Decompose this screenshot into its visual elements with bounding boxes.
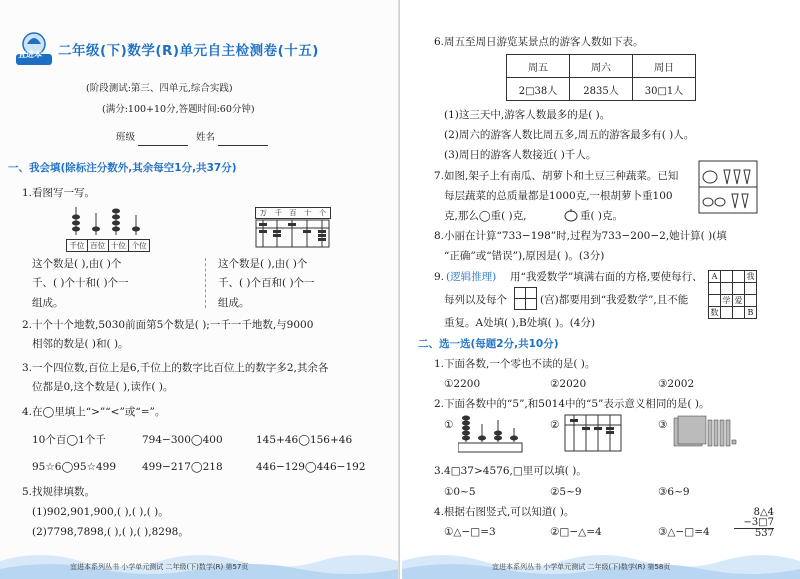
class-label: 班级 <box>116 132 136 143</box>
table-header-cell: 周五 <box>507 55 570 78</box>
abacus-1 <box>66 205 150 250</box>
q8-line1: 8.小丽在计算“733−198”时,过程为733−200−2,她计算( )(填 <box>434 230 727 242</box>
divider <box>205 258 206 308</box>
s3-text: 3.4□37>4576,□里可以填( )。 <box>434 465 587 477</box>
s4-text: 4.根据右图竖式,可以知道( )。 <box>434 506 575 518</box>
table-header-cell: 周日 <box>633 55 696 78</box>
abacus2-label: 十 <box>304 209 312 217</box>
q8-line2: “正确”或“错误”),原因是( )。(3分) <box>444 250 605 262</box>
s4-option: ②□−△=4 <box>550 526 602 538</box>
q9-line2: 每列以及每个 <box>444 294 507 306</box>
vsum-line: 537 <box>754 528 774 539</box>
abacus1-label: 十位 <box>109 240 130 251</box>
q6-1: (1)这三天中,游客人数最多的是( )。 <box>444 109 611 121</box>
q4-item: 446−129◯446−192 <box>256 461 366 473</box>
exam-title: 二年级(下)数学(R)单元自主检测卷(十五) <box>58 43 319 59</box>
grid-cell <box>721 283 733 295</box>
q6-3: (3)周日的游客人数接近( )千人。 <box>444 149 597 161</box>
grid-cell <box>745 283 757 295</box>
vegetable-shelf-illustration <box>698 160 760 215</box>
q3-line1: 3.一个四位数,百位上是6,千位上的数字比百位上的数字多2,其余各 <box>22 362 329 374</box>
section1-heading: 一、我会填(除标注分数外,其余每空1分,共37分) <box>8 162 237 174</box>
grid-cell <box>721 307 733 319</box>
name-label: 姓名 <box>196 132 216 143</box>
q4-item: 95☆6◯95☆499 <box>32 461 117 473</box>
s1-text: 1.下面各数,一个零也不读的是( )。 <box>434 358 596 370</box>
s4-option: ③△−□=4 <box>658 526 710 538</box>
page-footer: 宜进本系列丛书 小学单元测试 二年级(下)数学(R) 第58页 <box>492 563 671 571</box>
s1-option: ①2200 <box>444 378 481 390</box>
class-field[interactable] <box>138 145 188 146</box>
grid-cell <box>733 283 745 295</box>
vsum-line: −3□7 <box>734 518 774 529</box>
q5-2: (2)7798,7898,( ),( ),( ),8298。 <box>32 526 189 538</box>
q9-line1: 用“我爱数学”填满右面的方格,要使每行、 <box>510 271 703 283</box>
pumpkin-icon <box>564 208 578 222</box>
q4-item: 10个百◯1个千 <box>32 434 106 446</box>
q3-line2: 位都是0,这个数是( ),读作( )。 <box>32 381 174 393</box>
s3-option: ③6~9 <box>658 486 690 498</box>
s1-option: ③2002 <box>658 378 695 390</box>
q1-a-line2: 千、( )个十和( )个一 <box>32 277 129 289</box>
s3-option: ①0~5 <box>444 486 476 498</box>
q2-line1: 2.十个十个地数,5030前面第5个数是( );一千一千地数,与9000 <box>22 319 314 331</box>
abacus2-label: 万 <box>259 209 267 217</box>
q1-b-line1: 这个数是( ),由( )个 <box>218 258 308 270</box>
q9-line3: 重复。A处填( ),B处填( )。(4分) <box>444 317 596 329</box>
abacus-option-1 <box>458 414 528 454</box>
s1-option: ②2020 <box>550 378 587 390</box>
q1-b-line3: 组成。 <box>218 297 250 309</box>
grid-cell <box>733 271 745 283</box>
q6-text: 6.周五至周日游览某景点的游客人数如下表。 <box>434 36 644 48</box>
grid-cell: B <box>745 307 757 319</box>
abacus1-label: 千位 <box>67 240 88 251</box>
q5-text: 5.找规律填数。 <box>22 486 96 498</box>
abacus-1-drawing <box>66 205 150 235</box>
grid-cell: 数 <box>710 307 719 317</box>
grid-cell <box>709 295 721 307</box>
q4-text: 4.在◯里填上“>”“<”或“=”。 <box>22 406 166 418</box>
stage-note: (阶段测试:第三、四单元,综合实践) <box>86 83 233 94</box>
q9-tag: (逻辑推理) <box>446 271 497 283</box>
grid-cell: A <box>709 271 721 283</box>
q1-text: 1.看图写一写。 <box>22 187 96 199</box>
logo-text: 宜进本 <box>18 49 42 59</box>
section2-heading: 二、选一选(每题2分,共10分) <box>418 338 559 350</box>
q9-number: 9. <box>434 271 445 283</box>
table-row <box>507 78 696 101</box>
abacus-2 <box>255 207 331 252</box>
q7-line3b: 重( )克。 <box>580 210 624 222</box>
s4-option: ①△−□=3 <box>444 526 496 538</box>
grid-cell <box>733 307 745 319</box>
abacus-2-drawing <box>255 219 331 249</box>
q7-line2: 每层蔬菜的总质量都是1000克,一根胡萝卜重100 <box>444 190 673 202</box>
grid-cell: 爱 <box>734 295 743 305</box>
cube-blocks-illustration <box>672 414 742 454</box>
grid-cell <box>745 295 757 307</box>
abacus-option-2 <box>564 414 624 454</box>
q4-item: 145+46◯156+46 <box>256 434 353 446</box>
q7-line1: 7.如图,架子上有南瓜、胡萝卜和土豆三种蔬菜。已知 <box>434 170 679 182</box>
s2-option: ③ <box>658 419 668 431</box>
table-cell: 2□38人 <box>507 78 570 101</box>
table-cell: 2835人 <box>570 78 633 101</box>
right-page <box>400 0 800 579</box>
page-footer: 宜进本系列丛书 小学单元测试 二年级(下)数学(R) 第57页 <box>70 563 249 571</box>
s2-option: ① <box>444 419 454 431</box>
score-note: (满分:100+10分,答题时间:60分钟) <box>102 104 255 115</box>
abacus2-label: 个 <box>319 209 327 217</box>
abacus1-label: 百位 <box>88 240 109 251</box>
q9-line2b: (宫)都要用到“我爱数学”,且不能 <box>540 294 689 306</box>
s3-option: ②5~9 <box>550 486 582 498</box>
q4-item: 794−300◯400 <box>142 434 223 446</box>
q5-1: (1)902,901,900,( ),( ),( )。 <box>32 506 169 518</box>
q1-a-line1: 这个数是( ),由( )个 <box>32 258 122 270</box>
abacus1-label: 个位 <box>131 241 147 250</box>
abacus2-label: 千 <box>274 209 282 217</box>
s2-text: 2.下面各数中的“5”,和5014中的“5”表示意义相同的是( )。 <box>434 398 710 410</box>
grid-cell: 学 <box>722 295 731 305</box>
vertical-subtraction <box>734 508 774 539</box>
table-cell: 30□1人 <box>633 78 696 101</box>
q6-2: (2)周六的游客人数比周五多,周五的游客最多有( )人。 <box>444 129 695 141</box>
grid-cell: 我 <box>746 271 755 281</box>
visitor-table <box>506 54 696 101</box>
grid-cell <box>721 271 733 283</box>
palace-square-icon <box>514 287 538 311</box>
name-field[interactable] <box>218 145 268 146</box>
q1-b-line2: 千、( )个百和( )个一 <box>218 277 315 289</box>
q7-line3: 克,那么◯重( )克, <box>444 210 527 222</box>
q1-a-line3: 组成。 <box>32 297 64 309</box>
grid-cell <box>709 283 721 295</box>
q2-line2: 相邻的数是( )和( )。 <box>32 338 129 350</box>
sudoku-grid <box>708 270 757 319</box>
table-header-cell: 周六 <box>570 55 633 78</box>
q4-item: 499−217◯218 <box>142 461 223 473</box>
abacus2-label: 百 <box>289 209 297 217</box>
vsum-line: 8△4 <box>753 507 774 518</box>
table-header-row <box>507 55 696 78</box>
s2-option: ② <box>550 419 560 431</box>
